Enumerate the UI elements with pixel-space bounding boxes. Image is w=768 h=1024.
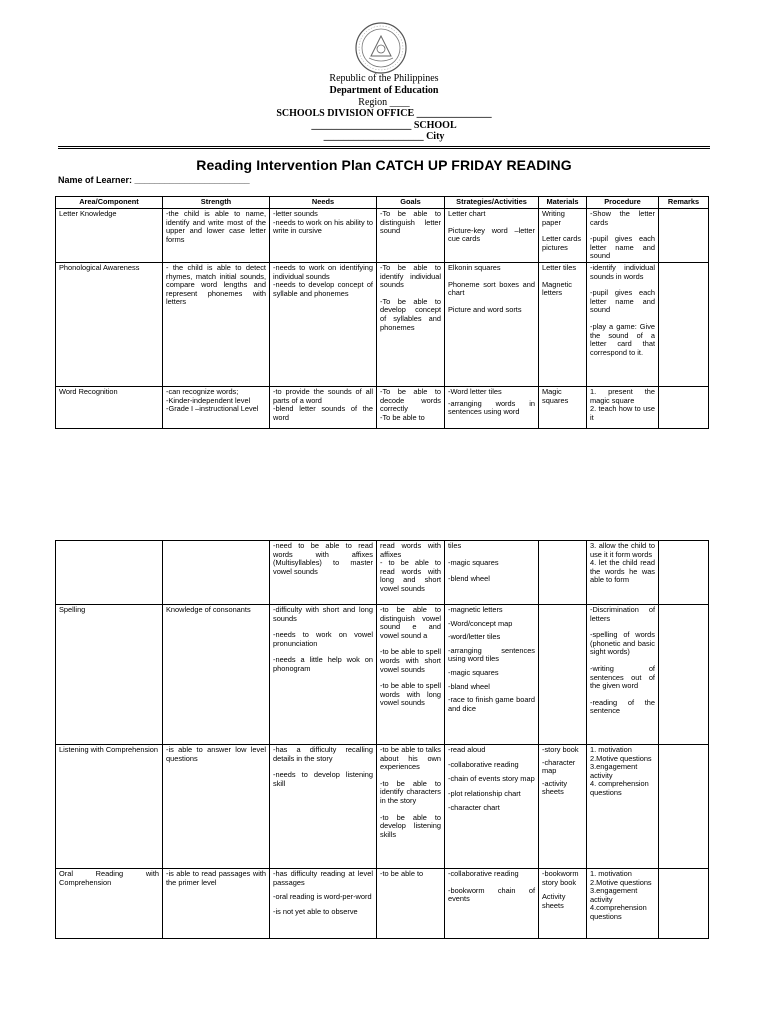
procedure-cell: [587, 605, 659, 745]
needs-cell: -need to be able to read words with affixes (Multisyllables) to master vowel sounds: [270, 541, 377, 605]
goal-item: -to be able to spell words with long vowel sounds: [380, 681, 441, 708]
strategy-item: Picture-key word –letter cue cards: [448, 225, 535, 244]
procedure-item: -pupil gives each letter name and sound: [590, 288, 655, 315]
procedure-item: -writing of sentences out of the given word: [590, 663, 655, 691]
material-item: Magnetic letters: [542, 279, 572, 298]
remarks-cell: [659, 605, 709, 745]
strategies-cell: [445, 605, 539, 745]
procedure-item: -reading of the sentence: [590, 697, 655, 716]
strength-cell: -is able to answer low level questions: [163, 745, 270, 869]
materials-cell: [539, 745, 587, 869]
intervention-plan-table: [55, 196, 709, 429]
school-line: ____________________ SCHOOL: [311, 120, 457, 131]
remarks-cell: [659, 745, 709, 869]
needs-cell: -letter sounds -needs to work on his ability to write in cursive: [270, 209, 377, 263]
remarks-cell: [659, 386, 709, 428]
strategy-item: -arranging sentences using word tiles: [448, 645, 535, 664]
procedure-cell: [587, 262, 659, 386]
needs-cell: [270, 605, 377, 745]
goals-cell: [377, 262, 445, 386]
strategy-item: Letter chart: [448, 209, 486, 218]
material-item: -bookworm story book: [542, 869, 579, 887]
goal-item: -to be able to spell words with short vowel sounds: [380, 647, 441, 674]
strategy-item: -magic squares: [448, 667, 499, 677]
goal-item: -to be able to develop listening skills: [380, 812, 441, 839]
remarks-cell: [659, 209, 709, 263]
strategy-item: -race to finish game board and dice: [448, 695, 535, 713]
area-cell: Word Recognition: [56, 386, 163, 428]
strategy-item: Elkonin squares: [448, 262, 501, 272]
procedure-cell: 1. motivation 2.Motive questions 3.engagement activity 4. comprehension questions: [587, 745, 659, 869]
remarks-cell: [659, 541, 709, 605]
goals-cell: -to be able to: [377, 869, 445, 939]
materials-cell: Magic squares: [539, 386, 587, 428]
column-header: Needs: [270, 197, 377, 209]
goals-cell: read words with affixes - to be able to read words with long and short vowel sounds: [377, 541, 445, 605]
goals-cell: [377, 745, 445, 869]
strength-cell: -the child is able to name, identify and write most of the upper and lower case letter forms: [163, 209, 270, 263]
needs-cell: [270, 745, 377, 869]
strength-cell: Knowledge of consonants: [163, 605, 270, 745]
needs-cell: -to provide the sounds of all parts of a word -blend letter sounds of the word: [270, 386, 377, 428]
need-item: -has a difficulty recalling details in the story: [273, 745, 373, 763]
area-cell: Listening with Comprehension: [56, 745, 163, 869]
material-item: Writing paper: [542, 209, 565, 227]
strength-cell: -can recognize words; -Kinder-independent level -Grade I –instructional Level: [163, 386, 270, 428]
table-row: [56, 209, 709, 263]
goal-item: -to be able to talks about his own experiences: [380, 745, 441, 772]
strategy-item: -Word/concept map: [448, 618, 513, 628]
procedure-item: -play a game: Give the sound of a letter card that correspond to it.: [590, 321, 655, 357]
strategy-item: -character chart: [448, 803, 500, 813]
material-item: Letter cards pictures: [542, 234, 582, 252]
table-row: [56, 541, 709, 605]
department-heading: Department of Education: [329, 85, 439, 96]
strategies-cell: [445, 209, 539, 263]
goals-cell: [377, 605, 445, 745]
material-item: Letter tiles: [542, 262, 577, 272]
materials-cell: [539, 869, 587, 939]
area-cell: Spelling: [56, 605, 163, 745]
region-line: Region ____: [358, 97, 410, 108]
column-header: Area/Component: [56, 197, 163, 209]
deped-seal-logo: [355, 22, 407, 74]
procedure-cell: 1. motivation 2.Motive questions 3.engagement activity 4.comprehension questions: [587, 869, 659, 939]
table-row: [56, 262, 709, 386]
procedure-cell: 1. present the magic square 2. teach how to use it: [587, 386, 659, 428]
strategy-item: tiles: [448, 541, 462, 550]
goals-cell: -To be able to decode words correctly -To be able to: [377, 386, 445, 428]
document-title: Reading Intervention Plan CATCH UP FRIDAY READING: [196, 157, 572, 173]
table-row: [56, 869, 709, 939]
division-office-line: SCHOOLS DIVISION OFFICE _______________: [276, 108, 492, 119]
goal-item: -to be able to identify characters in the story: [380, 778, 441, 805]
material-item: -character map: [542, 757, 576, 776]
remarks-cell: [659, 869, 709, 939]
strategy-item: -word/letter tiles: [448, 632, 501, 642]
city-line: ____________________ City: [323, 131, 445, 142]
column-header: Goals: [377, 197, 445, 209]
procedure-item: -pupil gives each letter name and sound: [590, 234, 655, 261]
needs-cell: -needs to work on identifying individual sounds -needs to develop concept of syllable and phonemes: [270, 262, 377, 386]
goals-cell: -To be able to distinguish letter sound: [377, 209, 445, 263]
procedure-item: -identify individual sounds in words: [590, 262, 655, 281]
material-item: Activity sheets: [542, 892, 566, 910]
need-item: -oral reading is word-per-word: [273, 892, 372, 902]
remarks-cell: [659, 262, 709, 386]
header-divider: [58, 146, 710, 147]
column-header: Procedure: [587, 197, 659, 209]
column-header: Strength: [163, 197, 270, 209]
table-row: [56, 386, 709, 428]
area-cell: [56, 541, 163, 605]
strategies-cell: [445, 869, 539, 939]
table-row: [56, 745, 709, 869]
header-divider: [58, 148, 710, 149]
strategy-item: -magic squares: [448, 557, 499, 567]
strategies-cell: [445, 386, 539, 428]
strategy-item: -magnetic letters: [448, 605, 503, 614]
column-header: Materials: [539, 197, 587, 209]
need-item: -needs to develop listening skill: [273, 770, 373, 788]
strength-cell: [163, 541, 270, 605]
strategy-item: -collaborative reading: [448, 759, 519, 769]
procedure-item: -Discrimination of letters: [590, 605, 655, 623]
republic-heading: Republic of the Philippines: [329, 73, 439, 84]
goal-item: -To be able to identify individual sounds: [380, 262, 441, 290]
procedure-item: -spelling of words (phonetic and basic sight words): [590, 630, 655, 657]
column-header: Remarks: [659, 197, 709, 209]
materials-cell: [539, 605, 587, 745]
strength-cell: - the child is able to detect rhymes, match initial sounds, compare word lengths and represent phonemes with letters: [163, 262, 270, 386]
strategies-cell: [445, 541, 539, 605]
goal-item: -To be able to develop concept of syllables and phonemes: [380, 296, 441, 332]
strategy-item: Phoneme sort boxes and chart: [448, 279, 535, 298]
procedure-item: -Show the letter cards: [590, 209, 655, 227]
strategy-item: -blend wheel: [448, 574, 490, 584]
materials-cell: [539, 262, 587, 386]
materials-cell: [539, 209, 587, 263]
procedure-cell: [587, 209, 659, 263]
strategy-item: -plot relationship chart: [448, 788, 521, 798]
strategy-item: -Word letter tiles: [448, 386, 502, 396]
table-row: [56, 605, 709, 745]
strategies-cell: [445, 262, 539, 386]
strategy-item: Picture and word sorts: [448, 304, 522, 314]
materials-cell: [539, 541, 587, 605]
strategy-item: -read aloud: [448, 745, 486, 754]
strategy-item: -bookworm chain of events: [448, 885, 535, 904]
strategy-item: -arranging words in sentences using word: [448, 398, 535, 417]
need-item: -is not yet able to observe: [273, 906, 358, 916]
need-item: -has difficulty reading at level passages: [273, 869, 373, 887]
column-header: Strategies/Activities: [445, 197, 539, 209]
material-item: -activity sheets: [542, 778, 568, 797]
needs-cell: [270, 869, 377, 939]
goal-item: -to be able to distinguish vowel sound e and vowel sound a: [380, 605, 441, 640]
procedure-cell: 3. allow the child to use it it form words 4. let the child read the words he was able to form: [587, 541, 659, 605]
learner-name-field: Name of Learner: _______________________: [58, 175, 250, 185]
area-cell: Letter Knowledge: [56, 209, 163, 263]
table-header-row: [56, 197, 709, 209]
need-item: -difficulty with short and long sounds: [273, 605, 373, 623]
strategy-item: -bland wheel: [448, 681, 490, 691]
intervention-plan-table-continued: [55, 540, 709, 939]
need-item: -needs to work on vowel pronunciation: [273, 630, 373, 648]
area-cell: Phonological Awareness: [56, 262, 163, 386]
need-item: -needs a little help wok on phonogram: [273, 655, 373, 673]
strength-cell: -is able to read passages with the primer level: [163, 869, 270, 939]
strategy-item: -collaborative reading: [448, 869, 519, 878]
strategies-cell: [445, 745, 539, 869]
area-cell: Oral Reading with Comprehension: [56, 869, 163, 939]
material-item: -story book: [542, 745, 579, 754]
strategy-item: -chain of events story map: [448, 774, 535, 784]
